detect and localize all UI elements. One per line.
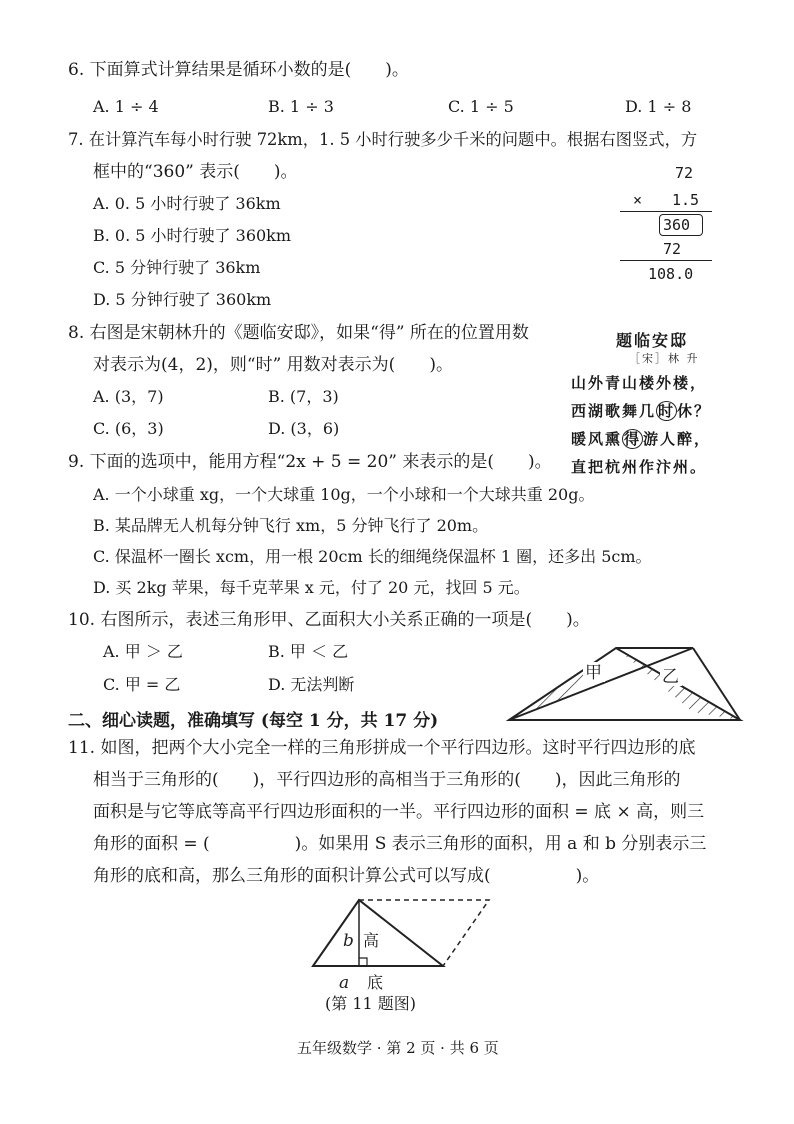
label-jia: 甲 <box>585 663 602 683</box>
q8-line1: 8. 右图是宋朝林升的《题临安邸》，如果“得” 所在的位置用数 <box>68 323 529 343</box>
section-2-heading: 二、细心读题，准确填写 (每空 1 分，共 17 分) <box>68 711 439 731</box>
poem-line-4: 直把杭州作汴州。 <box>571 458 708 476</box>
label-di: 底 <box>367 973 384 992</box>
poem-circled-shi: 时 <box>658 402 676 420</box>
q6-option-d: D. 1 ÷ 8 <box>625 97 692 116</box>
poem-author: ［宋］林 升 <box>629 352 700 365</box>
q7-option-b: B. 0. 5 小时行驶了 360km <box>93 226 292 245</box>
q7-option-c: C. 5 分钟行驶了 36km <box>93 258 261 277</box>
poem-title: 题临安邸 <box>616 331 689 350</box>
q8-option-a: A. (3，7) <box>93 387 164 406</box>
poem-line-2-b: 休？ <box>677 402 712 420</box>
right-angle-mark <box>359 958 367 966</box>
q7-option-d: D. 5 分钟行驶了 360km <box>93 290 272 309</box>
q9-option-d: D. 买 2kg 苹果，每千克苹果 x 元，付了 20 元，找回 5 元。 <box>93 578 530 597</box>
q6-stem: 6. 下面算式计算结果是循环小数的是( )。 <box>68 60 409 80</box>
page-footer: 五年级数学 · 第 2 页 · 共 6 页 <box>297 1039 499 1057</box>
q8-line2: 对表示为(4，2)，则“时” 用数对表示为( )。 <box>93 355 453 375</box>
q8-option-b: B. (7，3) <box>268 387 339 406</box>
calc-partial-72: 72 <box>663 240 682 258</box>
q10-stem: 10. 右图所示，表述三角形甲、乙面积大小关系正确的一项是( )。 <box>68 610 590 630</box>
q6-option-a: A. 1 ÷ 4 <box>93 97 159 116</box>
poem-line-3-b: 游人醉， <box>643 430 712 448</box>
q10-option-c: C. 甲 = 乙 <box>103 675 181 694</box>
poem-line-3-a: 暖风熏 <box>571 430 623 448</box>
label-gao: 高 <box>363 931 380 950</box>
q9-option-b: B. 某品牌无人机每分钟飞行 xm，5 分钟飞行了 20m。 <box>93 516 489 535</box>
poem-line-2-a: 西湖歌舞几 <box>571 402 657 420</box>
q11-line1: 11. 如图，把两个大小完全一样的三角形拼成一个平行四边形。这时平行四边形的底 <box>68 738 696 758</box>
label-a: a <box>339 973 350 993</box>
calc-partial-360: 360 <box>663 216 691 234</box>
q10-option-d: D. 无法判断 <box>268 675 355 694</box>
calc-line-1 <box>620 211 712 212</box>
q10-option-a: A. 甲 ＞ 乙 <box>103 642 183 661</box>
q9-option-a: A. 一个小球重 xg，一个大球重 10g，一个小球和一个大球共重 20g。 <box>93 485 595 504</box>
q8-option-d: D. (3，6) <box>268 419 340 438</box>
poem-line-3 <box>571 428 711 449</box>
q7-line1: 7. 在计算汽车每小时行驶 72km，1. 5 小时行驶多少千米的问题中。根据右图竖式，方 <box>68 130 698 149</box>
q11-triangle-figure <box>305 894 500 994</box>
poem-line-1: 山外青山楼外楼， <box>571 374 708 392</box>
calc-line-2 <box>620 260 712 261</box>
q7-line2: 框中的“360” 表示( )。 <box>93 162 298 182</box>
calc-multiplicand: 72 <box>675 164 694 182</box>
q11-figure-caption: (第 11 题图) <box>325 994 417 1013</box>
calc-multiplier: 1.5 <box>672 191 700 209</box>
calc-result: 108.0 <box>648 265 694 283</box>
q11-line4: 角形的面积 = ( )。如果用 S 表示三角形的面积，用 a 和 b 分别表示三 <box>93 834 707 854</box>
q11-line2: 相当于三角形的( )，平行四边形的高相当于三角形的( )，因此三角形的 <box>93 770 681 790</box>
label-b: b <box>343 931 354 951</box>
q11-line5: 角形的底和高，那么三角形的面积计算公式可以写成( )。 <box>93 866 600 886</box>
q9-stem: 9. 下面的选项中，能用方程“2x + 5 = 20” 来表示的是( )。 <box>68 452 552 472</box>
poem-circled-de: 得 <box>624 430 642 448</box>
q6-option-b: B. 1 ÷ 3 <box>268 97 334 116</box>
q11-line3: 面积是与它等底等高平行四边形面积的一半。平行四边形的面积 = 底 × 高，则三 <box>93 802 705 822</box>
poem-line-2 <box>571 400 711 421</box>
q6-option-c: C. 1 ÷ 5 <box>448 97 514 116</box>
q9-option-c: C. 保温杯一圈长 xcm，用一根 20cm 长的细绳绕保温杯 1 圈，还多出 5cm。 <box>93 547 652 566</box>
q10-option-b: B. 甲 ＜ 乙 <box>268 642 349 661</box>
label-yi: 乙 <box>662 667 679 687</box>
q7-option-a: A. 0. 5 小时行驶了 36km <box>93 194 281 213</box>
q8-option-c: C. (6，3) <box>93 419 164 438</box>
calc-times-sign: × <box>633 191 643 209</box>
q10-triangle-figure <box>505 638 745 724</box>
